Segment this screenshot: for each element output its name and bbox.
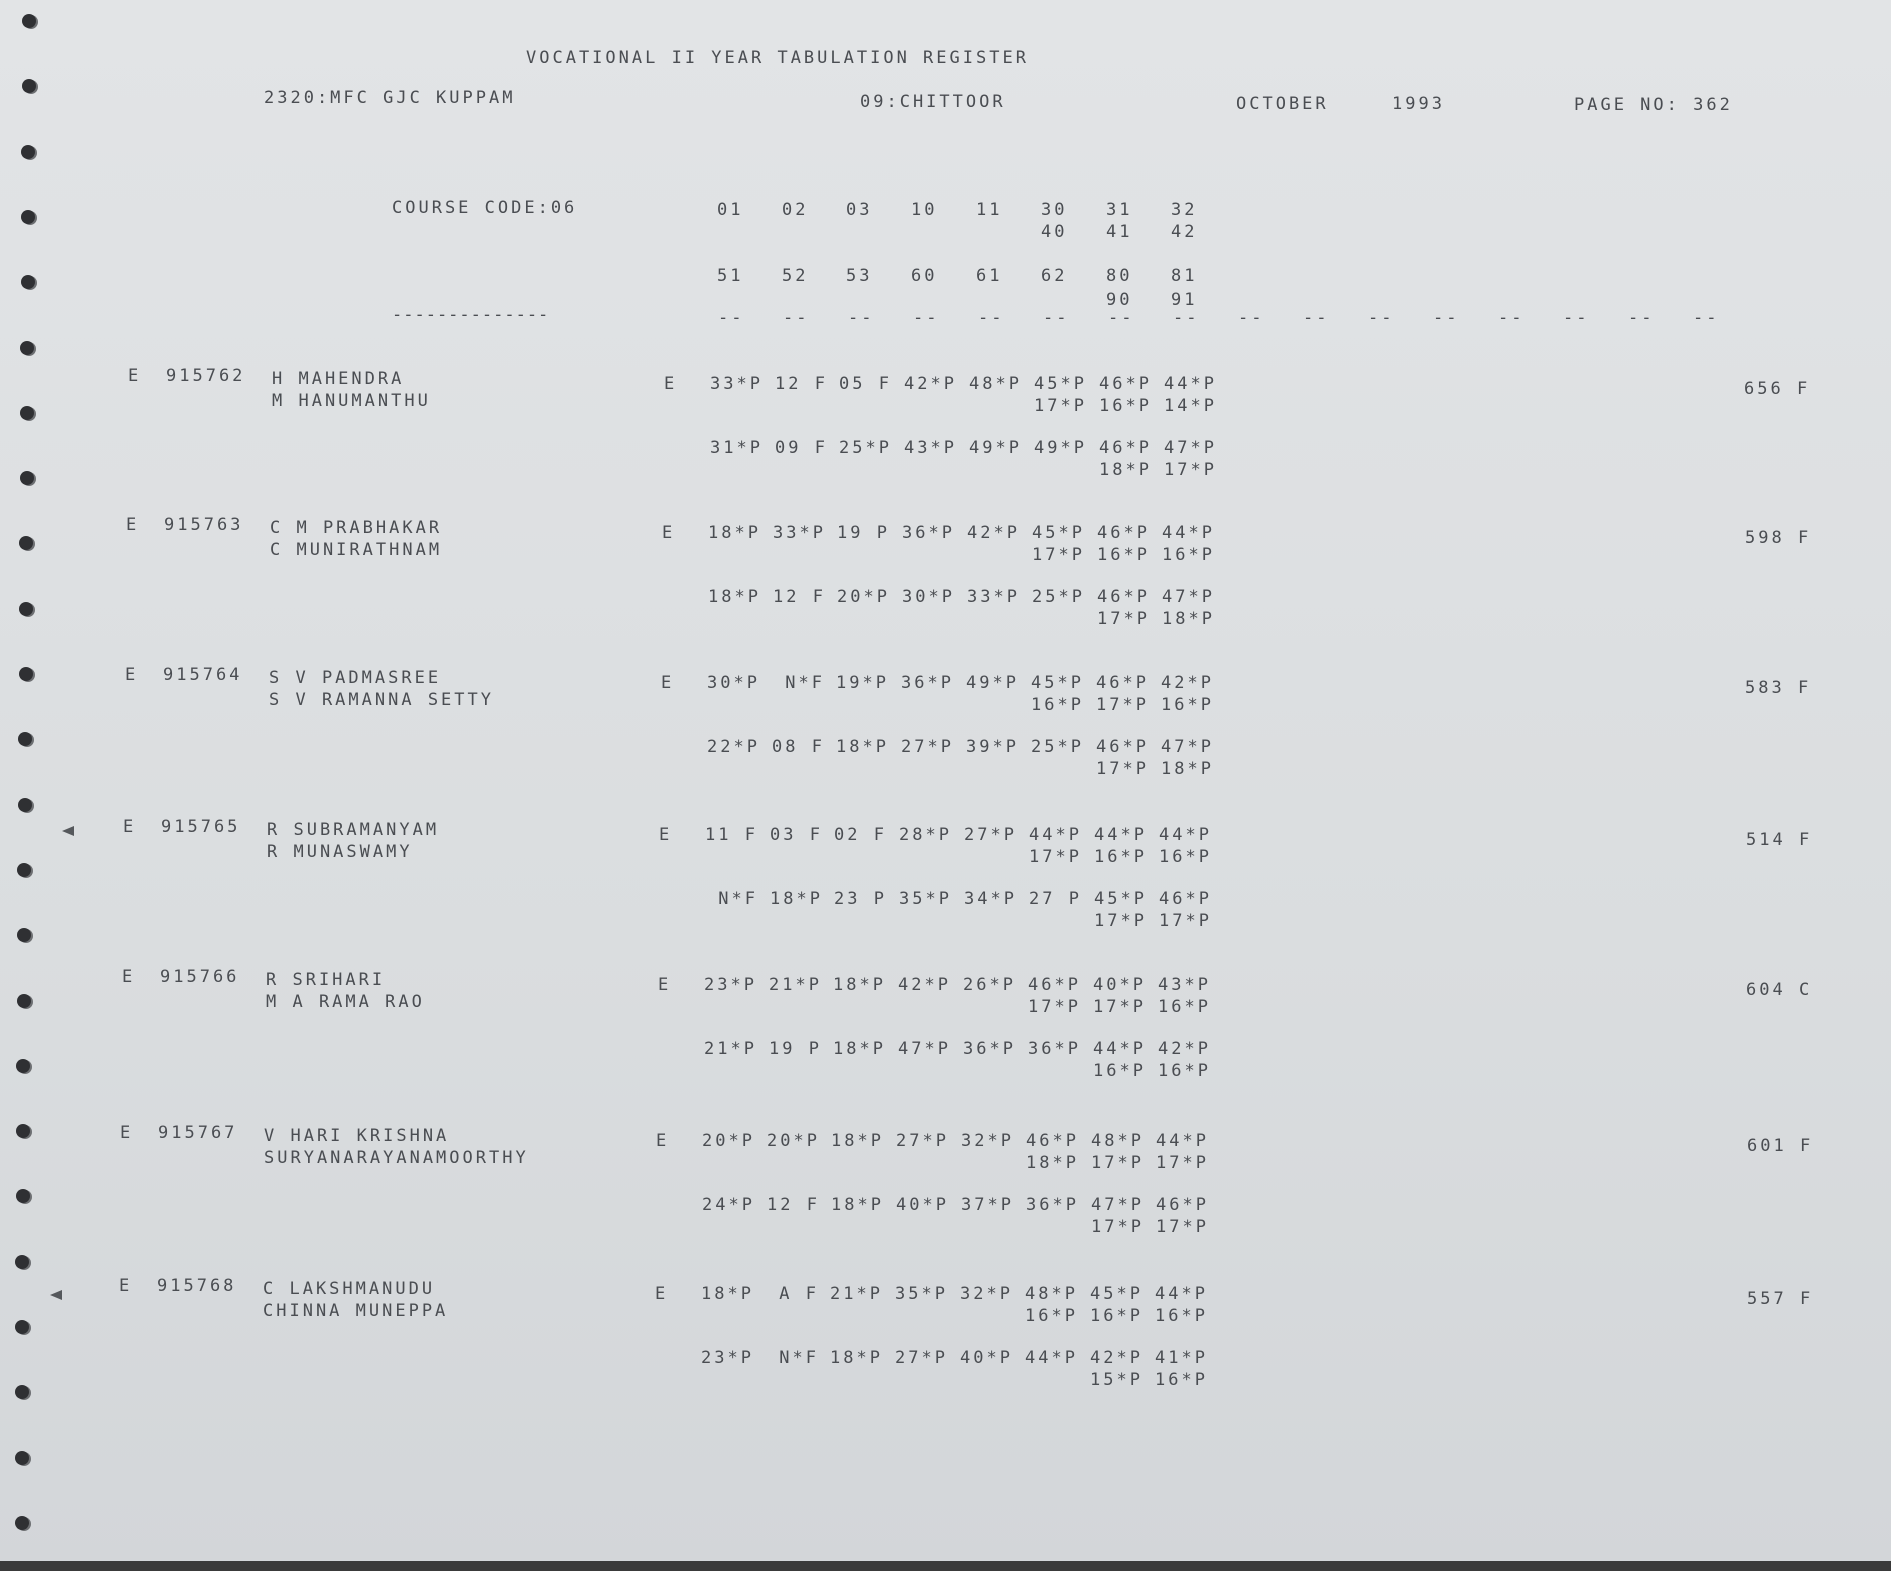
mark-cell: 17*P xyxy=(1159,911,1212,931)
mark-cell: 46*P xyxy=(1099,438,1152,458)
subject-code: 32 xyxy=(1171,200,1198,220)
subject-code: 81 xyxy=(1171,266,1198,286)
mark-cell: 44*P xyxy=(1156,1131,1209,1151)
mark-cell: 16*P xyxy=(1099,396,1152,416)
binder-hole xyxy=(22,79,36,93)
course-underline: -------------- xyxy=(392,305,550,325)
binder-hole xyxy=(21,145,35,159)
binder-hole xyxy=(20,406,34,420)
mark-cell: 36*P xyxy=(901,673,954,693)
marks-prefix: E xyxy=(655,1284,669,1304)
mark-cell: 21*P xyxy=(830,1284,883,1304)
mark-cell: 09 F xyxy=(775,438,828,458)
mark-cell: 33*P xyxy=(710,374,763,394)
binder-hole xyxy=(22,14,36,28)
mark-cell: 17*P xyxy=(1034,396,1087,416)
mark-cell: 49*P xyxy=(966,673,1019,693)
mark-cell: 17*P xyxy=(1093,997,1146,1017)
column-dash: -- xyxy=(1108,308,1135,328)
course-code: COURSE CODE:06 xyxy=(392,198,578,218)
binder-hole xyxy=(15,1516,29,1530)
subject-code: 80 xyxy=(1106,266,1133,286)
total-result: 514 F xyxy=(1746,830,1813,850)
mark-cell: 32*P xyxy=(960,1284,1013,1304)
mark-cell: 16*P xyxy=(1155,1370,1208,1390)
mark-cell: 46*P xyxy=(1159,889,1212,909)
exam-flag: E xyxy=(120,1123,134,1143)
mark-cell: 16*P xyxy=(1031,695,1084,715)
mark-cell: 12 F xyxy=(773,587,826,607)
mark-cell: 17*P xyxy=(1094,911,1147,931)
mark-cell: 18*P xyxy=(836,737,889,757)
mark-cell: 27 P xyxy=(1029,889,1082,909)
column-dash: -- xyxy=(913,308,940,328)
total-result: 604 C xyxy=(1746,980,1813,1000)
subject-code: 51 xyxy=(717,266,744,286)
mark-cell: 16*P xyxy=(1158,1061,1211,1081)
marks-prefix: E xyxy=(659,825,673,845)
marks-prefix: E xyxy=(658,975,672,995)
binder-hole xyxy=(16,1124,30,1138)
subject-code: 91 xyxy=(1171,290,1198,310)
binder-hole xyxy=(21,210,35,224)
mark-cell: 27*P xyxy=(901,737,954,757)
mark-cell: 18*P xyxy=(831,1195,884,1215)
mark-cell: 47*P xyxy=(1161,737,1214,757)
district-code: 09:CHITTOOR xyxy=(860,92,1006,112)
binder-hole xyxy=(16,1059,30,1073)
student-name: V HARI KRISHNA xyxy=(264,1126,450,1146)
hall-ticket-number: 915763 xyxy=(164,515,244,535)
mark-cell: 35*P xyxy=(895,1284,948,1304)
total-result: 601 F xyxy=(1747,1136,1814,1156)
mark-cell: N*F xyxy=(785,673,825,693)
mark-cell: 36*P xyxy=(1026,1195,1079,1215)
mark-cell: 44*P xyxy=(1025,1348,1078,1368)
mark-cell: 40*P xyxy=(896,1195,949,1215)
hall-ticket-number: 915768 xyxy=(157,1276,237,1296)
marks-prefix: E xyxy=(661,673,675,693)
mark-cell: 16*P xyxy=(1025,1306,1078,1326)
binder-hole xyxy=(20,471,34,485)
mark-cell: 46*P xyxy=(1156,1195,1209,1215)
mark-cell: 45*P xyxy=(1090,1284,1143,1304)
subject-code: 90 xyxy=(1106,290,1133,310)
mark-cell: 44*P xyxy=(1093,1039,1146,1059)
mark-cell: 05 F xyxy=(839,374,892,394)
mark-cell: 47*P xyxy=(1162,587,1215,607)
mark-cell: 20*P xyxy=(767,1131,820,1151)
mark-cell: 25*P xyxy=(1031,737,1084,757)
mark-cell: 36*P xyxy=(1028,1039,1081,1059)
mark-cell: 23 P xyxy=(834,889,887,909)
mark-cell: 17*P xyxy=(1096,695,1149,715)
mark-cell: 47*P xyxy=(898,1039,951,1059)
binder-hole xyxy=(19,602,33,616)
hall-ticket-number: 915764 xyxy=(163,665,243,685)
mark-cell: 46*P xyxy=(1099,374,1152,394)
binder-hole xyxy=(18,732,32,746)
mark-cell: 19*P xyxy=(836,673,889,693)
father-name: SURYANARAYANAMOORTHY xyxy=(264,1148,529,1168)
mark-cell: 16*P xyxy=(1094,847,1147,867)
mark-cell: 17*P xyxy=(1091,1153,1144,1173)
mark-cell: N*F xyxy=(779,1348,819,1368)
mark-cell: A F xyxy=(779,1284,819,1304)
mark-cell: 14*P xyxy=(1164,396,1217,416)
mark-cell: 44*P xyxy=(1094,825,1147,845)
subject-code: 11 xyxy=(976,200,1003,220)
column-dash: -- xyxy=(1433,308,1460,328)
mark-cell: 44*P xyxy=(1029,825,1082,845)
mark-cell: 46*P xyxy=(1028,975,1081,995)
mark-cell: 16*P xyxy=(1090,1306,1143,1326)
mark-cell: 17*P xyxy=(1096,759,1149,779)
mark-cell: 16*P xyxy=(1159,847,1212,867)
mark-cell: 42*P xyxy=(904,374,957,394)
mark-cell: 42*P xyxy=(1161,673,1214,693)
hall-ticket-number: 915765 xyxy=(161,817,241,837)
binder-hole xyxy=(19,536,33,550)
mark-cell: 45*P xyxy=(1094,889,1147,909)
mark-cell: 16*P xyxy=(1097,545,1150,565)
mark-cell: 20*P xyxy=(702,1131,755,1151)
mark-cell: 44*P xyxy=(1159,825,1212,845)
mark-cell: 16*P xyxy=(1093,1061,1146,1081)
subject-code: 02 xyxy=(782,200,809,220)
subject-code: 53 xyxy=(846,266,873,286)
subject-code: 30 xyxy=(1041,200,1068,220)
subject-code: 01 xyxy=(717,200,744,220)
father-name: C MUNIRATHNAM xyxy=(270,540,443,560)
mark-cell: 02 F xyxy=(834,825,887,845)
hall-ticket-number: 915766 xyxy=(160,967,240,987)
subject-code: 62 xyxy=(1041,266,1068,286)
subject-code: 60 xyxy=(911,266,938,286)
total-result: 656 F xyxy=(1744,379,1811,399)
mark-cell: 16*P xyxy=(1158,997,1211,1017)
mark-cell: 08 F xyxy=(772,737,825,757)
register-title: VOCATIONAL II YEAR TABULATION REGISTER xyxy=(526,48,1029,68)
exam-flag: E xyxy=(126,515,140,535)
total-result: 598 F xyxy=(1745,528,1812,548)
mark-cell: 18*P xyxy=(770,889,823,909)
column-dash: -- xyxy=(1563,308,1590,328)
mark-cell: 48*P xyxy=(1025,1284,1078,1304)
mark-cell: 18*P xyxy=(708,523,761,543)
column-dash: -- xyxy=(978,308,1005,328)
subject-code: 61 xyxy=(976,266,1003,286)
mark-cell: 12 F xyxy=(767,1195,820,1215)
mark-cell: 23*P xyxy=(701,1348,754,1368)
column-dash: -- xyxy=(1693,308,1720,328)
mark-cell: 22*P xyxy=(707,737,760,757)
mark-cell: 20*P xyxy=(837,587,890,607)
mark-cell: 47*P xyxy=(1164,438,1217,458)
binder-hole xyxy=(21,275,35,289)
mark-cell: 17*P xyxy=(1164,460,1217,480)
mark-cell: 40*P xyxy=(1093,975,1146,995)
mark-cell: 45*P xyxy=(1034,374,1087,394)
mark-cell: 25*P xyxy=(1032,587,1085,607)
father-name: S V RAMANNA SETTY xyxy=(269,690,494,710)
mark-cell: 46*P xyxy=(1096,673,1149,693)
mark-cell: 21*P xyxy=(769,975,822,995)
column-dash: -- xyxy=(718,308,745,328)
page-edge xyxy=(0,1561,1891,1571)
page-number: PAGE NO: 362 xyxy=(1574,95,1733,115)
father-name: R MUNASWAMY xyxy=(267,842,413,862)
mark-cell: 26*P xyxy=(963,975,1016,995)
hall-ticket-number: 915767 xyxy=(158,1123,238,1143)
mark-cell: 17*P xyxy=(1029,847,1082,867)
subject-code: 10 xyxy=(911,200,938,220)
subject-code: 31 xyxy=(1106,200,1133,220)
binder-hole xyxy=(18,798,32,812)
mark-cell: 17*P xyxy=(1032,545,1085,565)
exam-flag: E xyxy=(123,817,137,837)
binder-hole xyxy=(15,1451,29,1465)
binder-hole xyxy=(15,1255,29,1269)
subject-code: 40 xyxy=(1041,222,1068,242)
total-result: 557 F xyxy=(1747,1289,1814,1309)
binder-hole xyxy=(15,1385,29,1399)
mark-cell: 43*P xyxy=(904,438,957,458)
mark-cell: 42*P xyxy=(1090,1348,1143,1368)
mark-cell: 16*P xyxy=(1155,1306,1208,1326)
marks-prefix: E xyxy=(662,523,676,543)
father-name: M HANUMANTHU xyxy=(272,391,431,411)
mark-cell: 34*P xyxy=(964,889,1017,909)
exam-flag: E xyxy=(125,665,139,685)
mark-cell: 44*P xyxy=(1164,374,1217,394)
mark-cell: 16*P xyxy=(1161,695,1214,715)
total-result: 583 F xyxy=(1745,678,1812,698)
student-name: R SUBRAMANYAM xyxy=(267,820,440,840)
mark-cell: 19 P xyxy=(769,1039,822,1059)
mark-cell: 33*P xyxy=(773,523,826,543)
mark-cell: 25*P xyxy=(839,438,892,458)
marks-prefix: E xyxy=(664,374,678,394)
mark-cell: 31*P xyxy=(710,438,763,458)
exam-month: OCTOBER xyxy=(1236,94,1329,114)
mark-cell: 35*P xyxy=(899,889,952,909)
column-dash: -- xyxy=(848,308,875,328)
mark-cell: 30*P xyxy=(707,673,760,693)
student-name: C M PRABHAKAR xyxy=(270,518,443,538)
father-name: CHINNA MUNEPPA xyxy=(263,1301,449,1321)
binder-hole xyxy=(16,1189,30,1203)
column-dash: -- xyxy=(1628,308,1655,328)
mark-cell: 43*P xyxy=(1158,975,1211,995)
mark-cell: 42*P xyxy=(898,975,951,995)
exam-year: 1993 xyxy=(1392,94,1445,114)
binder-holes xyxy=(12,0,36,1571)
mark-cell: 17*P xyxy=(1091,1217,1144,1237)
mark-cell: 16*P xyxy=(1162,545,1215,565)
mark-cell: 23*P xyxy=(704,975,757,995)
mark-cell: 17*P xyxy=(1156,1153,1209,1173)
student-name: R SRIHARI xyxy=(266,970,386,990)
mark-cell: 18*P xyxy=(830,1348,883,1368)
subject-code: 03 xyxy=(846,200,873,220)
marks-prefix: E xyxy=(656,1131,670,1151)
mark-cell: 44*P xyxy=(1155,1284,1208,1304)
mark-cell: 49*P xyxy=(969,438,1022,458)
mark-cell: 30*P xyxy=(902,587,955,607)
exam-flag: E xyxy=(128,366,142,386)
hall-ticket-number: 915762 xyxy=(166,366,246,386)
mark-cell: 39*P xyxy=(966,737,1019,757)
binder-hole xyxy=(20,341,34,355)
subject-code: 41 xyxy=(1106,222,1133,242)
pen-mark xyxy=(62,826,74,836)
binder-hole xyxy=(15,1320,29,1334)
mark-cell: 45*P xyxy=(1032,523,1085,543)
mark-cell: 15*P xyxy=(1090,1370,1143,1390)
mark-cell: 47*P xyxy=(1091,1195,1144,1215)
binder-hole xyxy=(19,667,33,681)
mark-cell: 21*P xyxy=(704,1039,757,1059)
pen-mark xyxy=(50,1290,62,1300)
mark-cell: 18*P xyxy=(833,975,886,995)
exam-flag: E xyxy=(122,967,136,987)
mark-cell: 11 F xyxy=(705,825,758,845)
student-name: C LAKSHMANUDU xyxy=(263,1279,436,1299)
subject-code: 52 xyxy=(782,266,809,286)
column-dash: -- xyxy=(1173,308,1200,328)
binder-hole xyxy=(17,863,31,877)
mark-cell: 44*P xyxy=(1162,523,1215,543)
mark-cell: 48*P xyxy=(969,374,1022,394)
mark-cell: 32*P xyxy=(961,1131,1014,1151)
mark-cell: 17*P xyxy=(1156,1217,1209,1237)
mark-cell: N*F xyxy=(718,889,758,909)
column-dash: -- xyxy=(1238,308,1265,328)
student-name: S V PADMASREE xyxy=(269,668,442,688)
mark-cell: 27*P xyxy=(964,825,1017,845)
mark-cell: 46*P xyxy=(1097,587,1150,607)
college-code: 2320:MFC GJC KUPPAM xyxy=(264,88,516,108)
mark-cell: 18*P xyxy=(1162,609,1215,629)
mark-cell: 18*P xyxy=(701,1284,754,1304)
mark-cell: 03 F xyxy=(770,825,823,845)
binder-hole xyxy=(17,928,31,942)
mark-cell: 24*P xyxy=(702,1195,755,1215)
mark-cell: 18*P xyxy=(1026,1153,1079,1173)
exam-flag: E xyxy=(119,1276,133,1296)
mark-cell: 37*P xyxy=(961,1195,1014,1215)
mark-cell: 12 F xyxy=(775,374,828,394)
mark-cell: 17*P xyxy=(1097,609,1150,629)
mark-cell: 28*P xyxy=(899,825,952,845)
mark-cell: 19 P xyxy=(837,523,890,543)
student-name: H MAHENDRA xyxy=(272,369,405,389)
mark-cell: 18*P xyxy=(1099,460,1152,480)
subject-code: 42 xyxy=(1171,222,1198,242)
mark-cell: 49*P xyxy=(1034,438,1087,458)
mark-cell: 18*P xyxy=(831,1131,884,1151)
mark-cell: 27*P xyxy=(895,1348,948,1368)
mark-cell: 42*P xyxy=(967,523,1020,543)
column-dash: -- xyxy=(1498,308,1525,328)
mark-cell: 48*P xyxy=(1091,1131,1144,1151)
mark-cell: 41*P xyxy=(1155,1348,1208,1368)
mark-cell: 36*P xyxy=(902,523,955,543)
mark-cell: 18*P xyxy=(833,1039,886,1059)
mark-cell: 46*P xyxy=(1026,1131,1079,1151)
mark-cell: 40*P xyxy=(960,1348,1013,1368)
mark-cell: 18*P xyxy=(1161,759,1214,779)
mark-cell: 42*P xyxy=(1158,1039,1211,1059)
mark-cell: 33*P xyxy=(967,587,1020,607)
column-dash: -- xyxy=(1043,308,1070,328)
mark-cell: 36*P xyxy=(963,1039,1016,1059)
column-dash: -- xyxy=(1368,308,1395,328)
mark-cell: 46*P xyxy=(1096,737,1149,757)
father-name: M A RAMA RAO xyxy=(266,992,425,1012)
mark-cell: 46*P xyxy=(1097,523,1150,543)
column-dash: -- xyxy=(783,308,810,328)
column-dash: -- xyxy=(1303,308,1330,328)
mark-cell: 17*P xyxy=(1028,997,1081,1017)
mark-cell: 45*P xyxy=(1031,673,1084,693)
mark-cell: 18*P xyxy=(708,587,761,607)
mark-cell: 27*P xyxy=(896,1131,949,1151)
binder-hole xyxy=(17,994,31,1008)
